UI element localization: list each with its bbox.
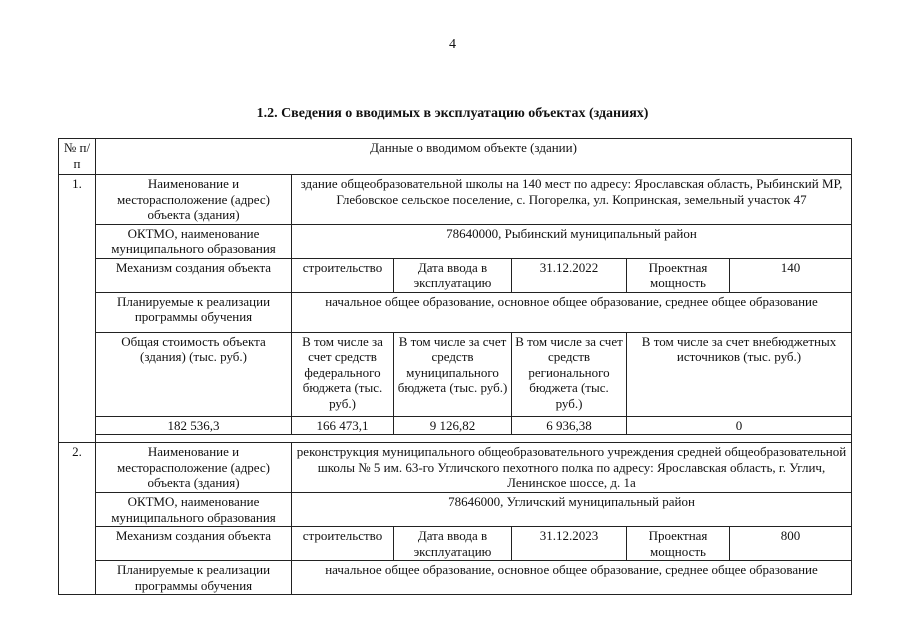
- object-1-mechanism-row: [59, 258, 852, 292]
- object-2-name-row: [59, 443, 852, 493]
- object-1-extrabudget-label: В том числе за счет внебюджетных источников (тыс. руб.): [627, 332, 852, 416]
- object-1-date-label: Дата ввода в эксплуатацию: [394, 258, 512, 292]
- table-header-row: [59, 139, 852, 175]
- page-number: 4: [449, 37, 456, 52]
- object-1-funding-values-row: [59, 416, 852, 435]
- object-1-name-value: здание общеобразовательной школы на 140 мест по адресу: Ярославская область, Рыбинский МР, Глебовское сельское поселение, с. Погорелка, ул. Копринская, земельный участок 47: [292, 175, 852, 225]
- object-1-date-value: 31.12.2022: [512, 258, 627, 292]
- object-1-programs-value: начальное общее образование, основное общее образование, среднее общее образование: [292, 292, 852, 332]
- object-2-programs-value: начальное общее образование, основное общее образование, среднее общее образование: [292, 561, 852, 595]
- object-2-capacity-value: 800: [730, 527, 852, 561]
- object-1-capacity-value: 140: [730, 258, 852, 292]
- object-2-capacity-label: Проектная мощность: [627, 527, 730, 561]
- object-1-num: 1.: [59, 175, 96, 443]
- object-2-mechanism-row: [59, 527, 852, 561]
- object-2-name-label: Наименование и месторасположение (адрес) объекта (здания): [96, 443, 292, 493]
- object-2-oktmo-row: [59, 493, 852, 527]
- object-1-regional-label: В том числе за счет средств регионального бюджета (тыс. руб.): [512, 332, 627, 416]
- object-1-municipal-value: 9 126,82: [394, 416, 512, 435]
- object-1-federal-value: 166 473,1: [292, 416, 394, 435]
- object-1-name-label: Наименование и месторасположение (адрес) объекта (здания): [96, 175, 292, 225]
- header-num: № п/п: [59, 139, 96, 175]
- object-2-date-label: Дата ввода в эксплуатацию: [394, 527, 512, 561]
- object-1-extrabudget-value: 0: [627, 416, 852, 435]
- object-1-oktmo-label: ОКТМО, наименование муниципального образования: [96, 224, 292, 258]
- object-1-cost-value: 182 536,3: [96, 416, 292, 435]
- object-1-regional-value: 6 936,38: [512, 416, 627, 435]
- object-1-oktmo-value: 78640000, Рыбинский муниципальный район: [292, 224, 852, 258]
- object-1-mechanism-label: Механизм создания объекта: [96, 258, 292, 292]
- object-2-programs-row: [59, 561, 852, 595]
- object-2-date-value: 31.12.2023: [512, 527, 627, 561]
- object-1-cost-label: Общая стоимость объекта (здания) (тыс. руб.): [96, 332, 292, 416]
- objects-table: [58, 138, 852, 595]
- object-2-name-value: реконструкция муниципального общеобразовательного учреждения средней общеобразовательной школы № 5 им. 63-го Угличского пехотного полка по адресу: Ярославская область, г. Углич, Ленинское шоссе, д. 1а: [292, 443, 852, 493]
- object-2-mechanism-label: Механизм создания объекта: [96, 527, 292, 561]
- object-1-federal-label: В том числе за счет средств федерального бюджета (тыс. руб.): [292, 332, 394, 416]
- object-1-municipal-label: В том числе за счет средств муниципального бюджета (тыс. руб.): [394, 332, 512, 416]
- object-1-funding-header-row: [59, 332, 852, 416]
- header-data: Данные о вводимом объекте (здании): [96, 139, 852, 175]
- object-1-spacer-row: [59, 435, 852, 443]
- object-2-oktmo-value: 78646000, Угличский муниципальный район: [292, 493, 852, 527]
- object-1-programs-row: [59, 292, 852, 332]
- object-1-mechanism-value: строительство: [292, 258, 394, 292]
- object-2-programs-label: Планируемые к реализации программы обучения: [96, 561, 292, 595]
- object-1-programs-label: Планируемые к реализации программы обучения: [96, 292, 292, 332]
- object-1-name-row: [59, 175, 852, 225]
- object-1-oktmo-row: [59, 224, 852, 258]
- object-1-spacer: [96, 435, 852, 443]
- object-2-num: 2.: [59, 443, 96, 595]
- object-2-mechanism-value: строительство: [292, 527, 394, 561]
- object-1-capacity-label: Проектная мощность: [627, 258, 730, 292]
- object-2-oktmo-label: ОКТМО, наименование муниципального образования: [96, 493, 292, 527]
- section-title: 1.2. Сведения о вводимых в эксплуатацию объектах (зданиях): [256, 106, 649, 121]
